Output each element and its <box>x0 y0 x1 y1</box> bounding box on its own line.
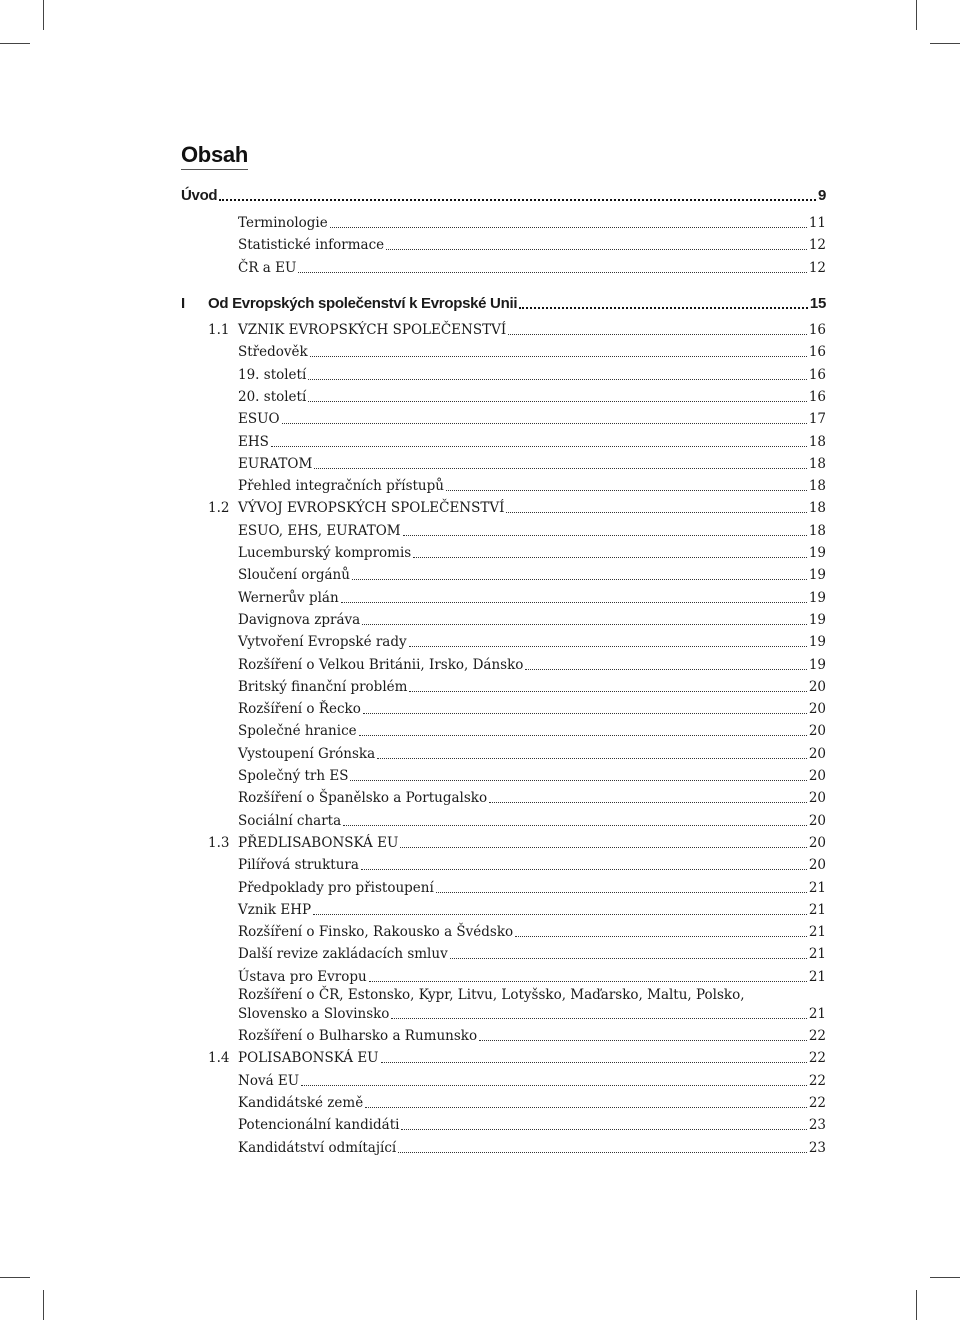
toc-chapter-page: 15 <box>809 295 826 312</box>
toc-entry-page: 19 <box>808 545 826 561</box>
toc-entry-label: 20. století <box>238 388 307 405</box>
toc-chapter-label: Od Evropských společenství k Evropské Unii <box>208 295 518 312</box>
dot-leader <box>436 892 807 893</box>
toc-entry-page: 12 <box>808 237 826 254</box>
toc-entry-label: EHS <box>238 433 269 450</box>
toc-entry-page: 22 <box>808 1094 826 1111</box>
toc-entry <box>238 365 826 385</box>
toc-entry-page: 20 <box>808 768 826 784</box>
toc-entry-page: 22 <box>808 1028 826 1044</box>
toc-entry-page: 18 <box>808 455 826 472</box>
dot-leader <box>377 758 807 759</box>
toc-entry <box>238 632 826 652</box>
dot-leader <box>365 1107 807 1108</box>
crop-mark <box>43 0 44 30</box>
toc-entry-label: EURATOM <box>238 455 313 472</box>
toc-section-number: 1.2 <box>208 500 230 517</box>
toc-entry <box>238 1138 826 1158</box>
toc-entry <box>238 811 826 831</box>
crop-mark <box>0 43 30 44</box>
toc-entry <box>238 235 826 255</box>
toc-entry-page: 16 <box>808 344 826 361</box>
toc-entry-label: Sloučení orgánů <box>238 567 350 584</box>
toc-entry <box>238 521 826 541</box>
toc-entry-label: Kandidátské země <box>238 1094 364 1111</box>
toc-entry <box>238 677 826 697</box>
toc-entry-label: Terminologie <box>238 215 328 231</box>
dot-leader <box>515 936 807 937</box>
toc-entry-page: 12 <box>808 259 826 276</box>
toc-entry-page: 18 <box>808 433 826 450</box>
toc-entry-page: 18 <box>808 500 826 517</box>
crop-mark <box>916 1290 917 1320</box>
dot-leader <box>398 1152 807 1153</box>
toc-entry-label: Předpoklady pro přistoupení <box>238 879 434 896</box>
toc-entry-label: Potencionální kandidáti <box>238 1117 400 1134</box>
dot-leader <box>350 780 806 781</box>
toc-entry <box>238 476 826 496</box>
toc-entry <box>238 900 826 920</box>
toc-entry-label: Společný trh ES <box>238 768 349 784</box>
toc-entry-label: Přehled integračních přístupů <box>238 478 444 495</box>
toc-entry-page: 21 <box>808 1006 826 1022</box>
toc-entry-page: 19 <box>808 656 826 673</box>
toc-entry <box>238 922 826 942</box>
dot-leader <box>369 981 807 982</box>
toc-entry <box>238 543 826 563</box>
dot-leader <box>363 713 807 714</box>
dot-leader <box>391 1018 806 1019</box>
toc-entry-line1: Rozšíření o ČR, Estonsko, Kypr, Litvu, Lotyšsko, Maďarsko, Maltu, Polsko, <box>238 987 745 1003</box>
dot-leader <box>308 379 807 380</box>
toc-entry-label: Statistické informace <box>238 237 385 254</box>
toc-entry-page: 21 <box>808 924 826 941</box>
toc-section-number: 1.1 <box>208 322 230 338</box>
toc-entry <box>238 788 826 808</box>
toc-entry <box>208 1048 826 1068</box>
toc-entry-label: POLISABONSKÁ EU <box>238 1050 379 1067</box>
toc-entry <box>238 387 826 407</box>
dot-leader <box>359 735 807 736</box>
toc-entry-label: Rozšíření o Velkou Británii, Irsko, Dánsko <box>238 656 524 673</box>
dot-leader <box>446 490 807 491</box>
toc-entry-label: PŘEDLISABONSKÁ EU <box>238 834 399 851</box>
dot-leader <box>352 579 807 580</box>
toc-entry-label: Lucemburský kompromis <box>238 545 412 561</box>
toc-entry <box>238 878 826 898</box>
toc-intro <box>181 186 826 206</box>
toc-entry-page: 21 <box>808 946 826 963</box>
toc-chapter <box>181 294 826 314</box>
dot-leader <box>298 272 806 273</box>
toc-entry <box>238 1004 826 1024</box>
toc-entry <box>208 320 826 340</box>
toc-chapter-number: I <box>181 295 185 312</box>
toc-entry-page: 20 <box>808 723 826 740</box>
dot-leader <box>403 535 807 536</box>
toc-entry-page: 20 <box>808 701 826 718</box>
toc-entry-page: 20 <box>808 678 826 695</box>
crop-mark <box>930 1277 960 1278</box>
dot-leader <box>362 624 807 625</box>
toc-entry-label: Vystoupení Grónska <box>238 745 376 762</box>
dot-leader <box>409 691 806 692</box>
toc-entry-label: Vytvoření Evropské rady <box>238 634 407 651</box>
toc-entry-page: 21 <box>808 968 826 985</box>
toc-entry-label: ESUO, EHS, EURATOM <box>238 522 401 539</box>
toc-entry-label: Nová EU <box>238 1072 300 1089</box>
toc-entry <box>238 1071 826 1091</box>
toc-entry-page: 11 <box>808 215 826 231</box>
toc-entry-page: 20 <box>808 790 826 807</box>
toc-entry-label: Wernerův plán <box>238 589 339 606</box>
toc-entry <box>238 744 826 764</box>
toc-entry <box>238 699 826 719</box>
toc-entry-label: Středověk <box>238 344 308 361</box>
toc-entry <box>238 721 826 741</box>
toc-entry-page: 18 <box>808 522 826 539</box>
toc-entry-page: 19 <box>808 634 826 651</box>
dot-leader <box>282 423 807 424</box>
page-title: Obsah <box>181 142 248 170</box>
dot-leader <box>343 825 807 826</box>
toc-entry <box>238 1093 826 1113</box>
toc-entry-label: Rozšíření o Řecko <box>238 701 361 718</box>
dot-leader <box>301 1085 807 1086</box>
dot-leader <box>489 802 807 803</box>
toc-entry <box>208 833 826 853</box>
toc-entry-label: Rozšíření o Finsko, Rakousko a Švédsko <box>238 924 514 941</box>
toc-entry-label: Rozšíření o Bulharsko a Rumunsko <box>238 1028 478 1044</box>
dot-leader <box>308 401 807 402</box>
dot-leader <box>519 307 808 309</box>
toc-entry <box>238 565 826 585</box>
toc-entry <box>238 855 826 875</box>
toc-entry <box>238 944 826 964</box>
toc-entry <box>238 766 826 786</box>
toc-entry-label: ČR a EU <box>238 259 297 276</box>
toc-intro-page: 9 <box>817 187 826 204</box>
toc-entry-label: Společné hranice <box>238 723 357 740</box>
toc-entry-page: 19 <box>808 567 826 584</box>
toc-entry-label: VZNIK EVROPSKÝCH SPOLEČENSTVÍ <box>238 322 507 338</box>
toc-entry-page: 21 <box>808 879 826 896</box>
toc-entry-label: 19. století <box>238 366 307 383</box>
dot-leader <box>506 512 806 513</box>
toc-entry <box>238 432 826 452</box>
toc-entry <box>238 454 826 474</box>
toc-entry-label: Vznik EHP <box>238 901 312 918</box>
toc-entry <box>238 610 826 630</box>
toc-intro-label: Úvod <box>181 187 218 204</box>
toc-entry-page: 20 <box>808 745 826 762</box>
toc-entry-label: Další revize zakládacích smluv <box>238 946 448 963</box>
crop-mark <box>930 43 960 44</box>
toc-entry-label: ESUO <box>238 411 280 428</box>
toc-entry-label: Ústava pro Evropu <box>238 968 367 985</box>
toc-entry-page: 19 <box>808 589 826 606</box>
dot-leader <box>341 602 807 603</box>
toc-section-number: 1.3 <box>208 834 230 851</box>
dot-leader <box>525 669 806 670</box>
dot-leader <box>386 249 807 250</box>
toc-entry <box>238 1115 826 1135</box>
toc-entry-label: Slovensko a Slovinsko <box>238 1006 390 1022</box>
toc-entry-page: 22 <box>808 1050 826 1067</box>
toc-entry <box>238 655 826 675</box>
crop-mark <box>0 1277 30 1278</box>
toc-section-number: 1.4 <box>208 1050 230 1067</box>
toc-entry-page: 23 <box>808 1117 826 1134</box>
toc-entry <box>238 967 826 987</box>
toc-entry-page: 20 <box>808 834 826 851</box>
crop-mark <box>43 1290 44 1320</box>
toc-entry <box>238 258 826 278</box>
dot-leader <box>219 199 816 201</box>
dot-leader <box>413 557 807 558</box>
toc-entry <box>238 588 826 608</box>
dot-leader <box>361 869 807 870</box>
toc-entry <box>238 213 826 233</box>
crop-mark <box>916 0 917 30</box>
toc-entry-label: VÝVOJ EVROPSKÝCH SPOLEČENSTVÍ <box>238 500 505 517</box>
dot-leader <box>479 1040 807 1041</box>
toc-entry-page: 17 <box>808 411 826 428</box>
dot-leader <box>313 914 807 915</box>
dot-leader <box>381 1062 807 1063</box>
toc-entry <box>238 409 826 429</box>
dot-leader <box>314 468 807 469</box>
dot-leader <box>450 958 807 959</box>
toc-entry <box>238 342 826 362</box>
toc-entry-page: 20 <box>808 857 826 874</box>
dot-leader <box>271 446 807 447</box>
toc-entry-page: 22 <box>808 1072 826 1089</box>
toc-entry <box>238 1026 826 1046</box>
toc-entry-label: Sociální charta <box>238 812 342 829</box>
toc-entry-page: 16 <box>808 388 826 405</box>
dot-leader <box>310 356 807 357</box>
dot-leader <box>330 227 807 228</box>
toc-entry-page: 16 <box>808 366 826 383</box>
dot-leader <box>400 847 806 848</box>
dot-leader <box>508 334 807 335</box>
toc-entry-label: Pilířová struktura <box>238 857 359 874</box>
toc-entry-page: 16 <box>808 322 826 338</box>
toc-entry-page: 20 <box>808 812 826 829</box>
dot-leader <box>409 646 807 647</box>
toc-entry-page: 18 <box>808 478 826 495</box>
toc-entry-label: Kandidátství odmítající <box>238 1139 397 1156</box>
toc-entry-label: Britský finanční problém <box>238 678 408 695</box>
dot-leader <box>401 1129 806 1130</box>
toc-entry-page: 19 <box>808 611 826 628</box>
toc-entry-page: 23 <box>808 1139 826 1156</box>
toc-entry-label: Davignova zpráva <box>238 611 361 628</box>
toc-entry <box>208 498 826 518</box>
toc-entry-page: 21 <box>808 901 826 918</box>
toc-entry-label: Rozšíření o Španělsko a Portugalsko <box>238 790 488 807</box>
